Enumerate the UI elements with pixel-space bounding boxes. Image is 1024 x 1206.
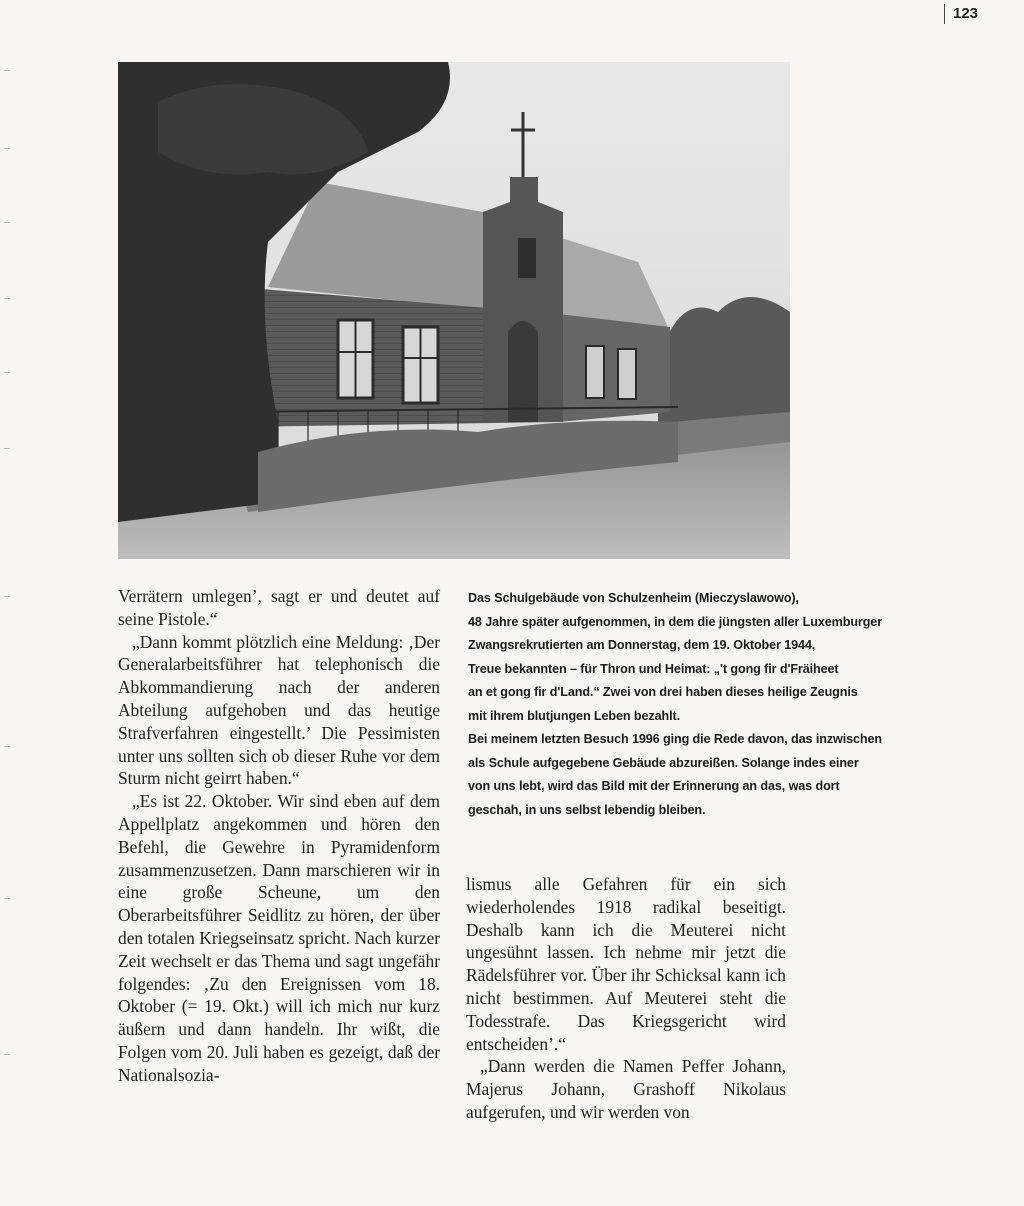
paragraph: lismus alle Gefahren für ein sich wiederholendes 1918 radikal beseitigt. Deshalb kann ich die Meuterei nicht ungesühnt lassen. Ich nehme mir jetzt die Rädelsführer vor. Über ihr Schicksal kann ich nicht bestimmen. Auf Meuterei steht die Todesstrafe. Das Kriegsgericht wird entscheiden’.“ — [466, 874, 786, 1054]
caption-line: 48 Jahre später aufgenommen, in dem die jüngsten aller Luxemburger — [468, 614, 883, 629]
margin-mark — [4, 222, 10, 223]
caption-line: geschah, in uns selbst lebendig bleiben. — [468, 802, 706, 817]
margin-mark — [4, 448, 10, 449]
margin-mark — [4, 746, 10, 747]
caption-line: als Schule aufgegebene Gebäude abzureißen. Solange indes einer — [468, 755, 859, 770]
paragraph: „Dann werden die Namen Peffer Johann, Majerus Johann, Grashoff Nikolaus aufgerufen, und wir werden von — [466, 1056, 786, 1122]
paragraph: Verrätern umlegen’, sagt er und deutet auf seine Pistole.“ — [118, 586, 440, 629]
caption-line: Das Schulgebäude von Schulzenheim (Mieczyslawowo), — [468, 591, 799, 605]
margin-mark — [4, 148, 10, 149]
paragraph: „Es ist 22. Oktober. Wir sind eben auf dem Appellplatz angekommen und hören den Befehl, die Gewehre in Pyramidenform zusammenzusetzen. Dann marschieren wir in eine große Scheune, um den Oberarbeitsführer Seidlitz zu hören, der über den totalen Kriegseinsatz spricht. Nach kurzer Zeit wechselt er das Thema und sagt ungefähr folgendes: ‚Zu den Ereignissen vom 18. Oktober (= 19. Okt.) will ich mich nur kurz äußern und dann handeln. Ihr wißt, die Folgen vom 20. Juli haben es gezeigt, daß der Nationalsozia- — [118, 791, 440, 1085]
right-text-column — [466, 873, 786, 1124]
paragraph: „Dann kommt plötzlich eine Meldung: ‚Der Generalarbeitsführer hat telephonisch die Abkommandierung nach der anderen Abteilung aufgehoben und das heutige Strafverfahren eingestellt.’ Die Pessimisten unter uns sollten sich ob dieser Ruhe vor dem Sturm nicht geirrt haben.“ — [118, 631, 440, 789]
margin-mark — [4, 1054, 10, 1055]
caption-line: an et gong fir d'Land.“ Zwei von drei haben dieses heilige Zeugnis — [468, 685, 858, 699]
page-number: 123 — [944, 4, 978, 24]
margin-mark — [4, 298, 10, 299]
school-building-photo — [118, 62, 790, 559]
caption-line: von uns lebt, wird das Bild mit der Erinnerung an das, was dort — [468, 779, 840, 793]
margin-mark — [4, 372, 10, 373]
caption-line: Treue bekannten – für Thron und Heimat: „'t gong fir d'Fräiheet — [468, 661, 839, 676]
margin-mark — [4, 898, 10, 899]
margin-mark — [4, 596, 10, 597]
margin-mark — [4, 70, 10, 71]
caption-line: Zwangsrekrutierten am Donnerstag, dem 19. Oktober 1944, — [468, 638, 816, 652]
left-text-column — [118, 585, 440, 1087]
caption-line: Bei meinem letzten Besuch 1996 ging die Rede davon, das inzwischen — [468, 732, 883, 746]
caption-line: mit ihrem blutjungen Leben bezahlt. — [468, 708, 681, 723]
photo-caption — [468, 587, 948, 822]
